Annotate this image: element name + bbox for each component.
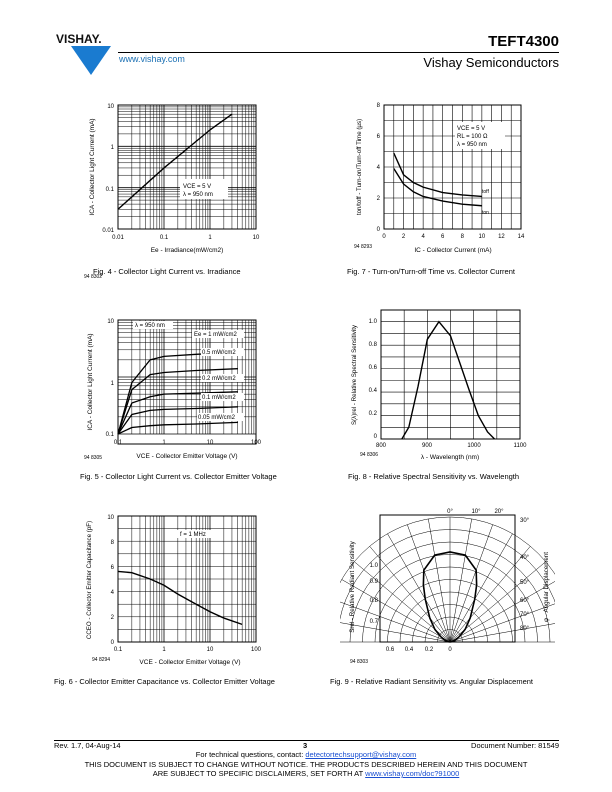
fig6-code: 94 8294 — [92, 657, 111, 663]
disclaimer-line1: THIS DOCUMENT IS SUBJECT TO CHANGE WITHOUT NOTICE. THE PRODUCTS DESCRIBED HEREIN AND THIS DOCUMENT — [84, 760, 528, 769]
fig9-bottom-label: 0.2 — [424, 647, 434, 653]
fig5-xtick: 10 — [206, 440, 214, 446]
fig7-caption: Fig. 7 - Turn-on/Turn-off Time vs. Collector Current — [347, 267, 515, 276]
fig6-ytick: 6 — [110, 565, 114, 571]
fig6-ytick: 10 — [107, 515, 114, 521]
fig9-radial-label: 1.0 — [369, 563, 378, 569]
fig4-xlabel: Ee - Irradiance(mW/cm2) — [150, 247, 224, 254]
fig9-radial-label: 0.8 — [369, 598, 378, 604]
fig4-xtick: 10 — [252, 235, 260, 241]
fig4-ylabel: ICA - Collector Light Current (mA) — [89, 118, 96, 216]
fig5-ylabel: ICA - Collector Light Current (mA) — [87, 333, 94, 431]
fig9-angle-label: 50° — [520, 580, 530, 586]
fig9-code: 94 8303 — [350, 659, 369, 665]
fig5-curve-label: 0.05 mW/cm2 — [198, 415, 236, 421]
fig9-caption: Fig. 9 - Relative Radiant Sensitivity vs. Angular Displacement — [330, 677, 534, 686]
fig5-curve-label: 0.1 mW/cm2 — [202, 395, 236, 401]
fig7-xtick: 10 — [478, 234, 486, 240]
fig9-bottom-label: 0.6 — [385, 647, 395, 653]
fig5-curve-label: 0.5 mW/cm2 — [202, 350, 236, 356]
fig7-xtick: 14 — [517, 234, 525, 240]
fig7-ton-label: ton — [482, 210, 489, 216]
fig4-xtick: 0.1 — [159, 235, 169, 241]
fig9-angle-ray — [340, 620, 450, 642]
fig5-xtick: 100 — [250, 440, 262, 446]
fig5-curve-label: 0.2 mW/cm2 — [202, 376, 236, 382]
fig9-angle-label: 80° — [520, 626, 530, 632]
fig8-ytick: 0.6 — [368, 365, 377, 371]
fig7-ylabel: ton/toff - Turn-on/Turn-off Time (µs) — [356, 118, 363, 216]
fig5-xlabel: VCE - Collector Emitter Voltage (V) — [136, 453, 238, 460]
company-name: Vishay Semiconductors — [423, 55, 559, 70]
fig4-xtick: 0.01 — [112, 235, 124, 241]
fig5-ytick: 0.1 — [105, 432, 114, 438]
footer-contact — [0, 750, 612, 759]
fig5-code: 94 8305 — [84, 455, 103, 461]
fig4-note: VCE = 5 V — [183, 184, 212, 190]
fig7-xtick: 4 — [421, 234, 425, 240]
fig8-xtick: 1000 — [467, 443, 481, 449]
fig4-ytick: 10 — [107, 104, 114, 110]
fig6-xtick: 1 — [162, 647, 166, 653]
fig6-chart — [80, 510, 280, 670]
fig4-caption: Fig. 4 - Collector Light Current vs. Irradiance — [93, 267, 241, 276]
fig7-note: λ = 950 nm — [457, 142, 487, 148]
fig9-angle-label: 40° — [520, 555, 530, 561]
fig8-ytick: 0 — [373, 434, 377, 440]
fig9-angle-label: 70° — [520, 612, 530, 618]
fig9-angle-label: 20° — [494, 509, 504, 515]
fig6-ytick: 4 — [110, 590, 114, 596]
fig7-code: 94 8293 — [354, 244, 373, 250]
fig8-code: 94 8306 — [360, 452, 379, 458]
fig7-ytick: 4 — [376, 165, 380, 171]
fig7-ytick: 6 — [376, 134, 380, 140]
document-number: Document Number: 81549 — [471, 741, 559, 750]
fig7-toff-label: toff — [482, 189, 489, 195]
fig6-caption: Fig. 6 - Collector Emitter Capacitance vs. Collector Emitter Voltage — [54, 677, 275, 686]
disclaimer-link[interactable]: www.vishay.com/doc?91000 — [365, 769, 460, 778]
fig4-ytick: 0.01 — [102, 228, 114, 234]
contact-prefix: For technical questions, contact: — [195, 750, 306, 759]
fig7-note: VCE = 5 V — [457, 126, 486, 132]
fig5-caption: Fig. 5 - Collector Light Current vs. Collector Emitter Voltage — [80, 472, 277, 481]
fig4-note: λ = 950 nm — [183, 192, 213, 198]
fig6-ytick: 0 — [110, 640, 114, 646]
fig8-chart — [345, 305, 535, 465]
fig5-ytick: 10 — [107, 319, 114, 325]
logo-text: VISHAY. — [56, 32, 102, 46]
fig6-xtick: 0.1 — [113, 647, 123, 653]
fig7-series-toff — [394, 153, 482, 196]
fig7-xtick: 0 — [382, 234, 386, 240]
fig8-caption: Fig. 8 - Relative Spectral Sensitivity vs. Wavelength — [348, 472, 520, 481]
fig7-ytick: 2 — [376, 196, 380, 202]
email-link[interactable]: detectortechsupport@vishay.com — [305, 750, 417, 759]
fig8-xtick: 800 — [375, 443, 387, 449]
fig8-xtick: 1100 — [513, 443, 527, 449]
fig6-ytick: 2 — [110, 615, 114, 621]
website-link[interactable]: www.vishay.com — [119, 54, 185, 64]
vishay-logo — [55, 30, 115, 75]
fig4-ytick: 0.1 — [105, 187, 114, 193]
page-number: 3 — [303, 741, 308, 750]
logo-triangle-icon — [55, 30, 115, 75]
fig6-series-line — [118, 571, 242, 624]
fig5-ytick: 1 — [110, 381, 114, 387]
fig8-ytick: 0.2 — [368, 411, 377, 417]
fig5-xtick: 1 — [162, 440, 166, 446]
fig7-ytick: 8 — [376, 103, 380, 109]
fig9-bottom-label: 0.4 — [404, 647, 414, 653]
fig4-grid — [118, 105, 256, 229]
fig4-chart — [80, 95, 290, 265]
fig7-xtick: 12 — [498, 234, 505, 240]
fig5-curve-label: Ee = 1 mW/cm2 — [194, 332, 237, 338]
fig8-ytick: 1.0 — [368, 319, 377, 325]
fig7-xtick: 2 — [401, 234, 406, 240]
fig8-ylabel: S(λ)rel - Relative Spectral Sensitivity — [351, 324, 358, 426]
fig7-xlabel: IC - Collector Current (mA) — [414, 247, 492, 254]
fig7-ytick: 0 — [376, 227, 380, 233]
revision: Rev. 1.7, 04-Aug-14 — [54, 741, 121, 750]
fig6-xtick: 10 — [206, 647, 214, 653]
fig6-xlabel: VCE - Collector Emitter Voltage (V) — [139, 659, 241, 666]
fig7-xtick: 8 — [460, 234, 464, 240]
fig9-angle-ray — [450, 599, 555, 642]
fig7-xtick: 6 — [441, 234, 445, 240]
fig4-xtick: 1 — [208, 235, 212, 241]
fig5-chart — [80, 310, 280, 465]
fig9-radial-label: 0.7 — [369, 619, 378, 625]
part-number: TEFT4300 — [488, 33, 559, 50]
fig9-angle-label: 10° — [471, 509, 481, 515]
fig5-note: λ = 950 nm — [135, 323, 165, 329]
fig5-xtick: 0.1 — [113, 440, 123, 446]
fig7-note: RL = 100 Ω — [457, 134, 488, 140]
fig9-right-label: φ - Angular Displacement — [543, 551, 550, 623]
fig7-series-ton — [394, 169, 482, 206]
fig8-xlabel: λ - Wavelength (nm) — [420, 454, 480, 461]
header-divider — [118, 52, 559, 53]
fig8-ytick: 0.8 — [368, 342, 377, 348]
fig7-chart — [350, 95, 535, 260]
disclaimer-line2 — [0, 769, 612, 778]
disclaimer-prefix: ARE SUBJECT TO SPECIFIC DISCLAIMERS, SET FORTH AT — [152, 769, 366, 778]
fig4-code: 94 8302 — [84, 274, 103, 280]
fig4-ytick: 1 — [110, 145, 114, 151]
fig9-radial-label: 0.9 — [369, 579, 378, 585]
fig6-ylabel: CCEO - Collector Emitter Capacitance (pF) — [86, 520, 93, 640]
fig6-xtick: 100 — [250, 647, 262, 653]
fig9-angle-label: 60° — [520, 598, 530, 604]
fig8-ytick: 0.4 — [368, 388, 377, 394]
fig9-ylabel: Srel - Relative Radiant Sensitivity — [349, 541, 356, 633]
fig6-note: f = 1 MHz — [180, 532, 206, 538]
fig9-angle-label: 0° — [447, 509, 453, 515]
fig9-bottom-label: 0 — [448, 647, 452, 653]
fig9-angle-ray — [340, 599, 450, 642]
fig9-chart — [340, 505, 555, 670]
fig9-angle-label: 30° — [520, 518, 530, 524]
fig6-ytick: 8 — [110, 540, 114, 546]
fig8-xtick: 900 — [421, 443, 433, 449]
